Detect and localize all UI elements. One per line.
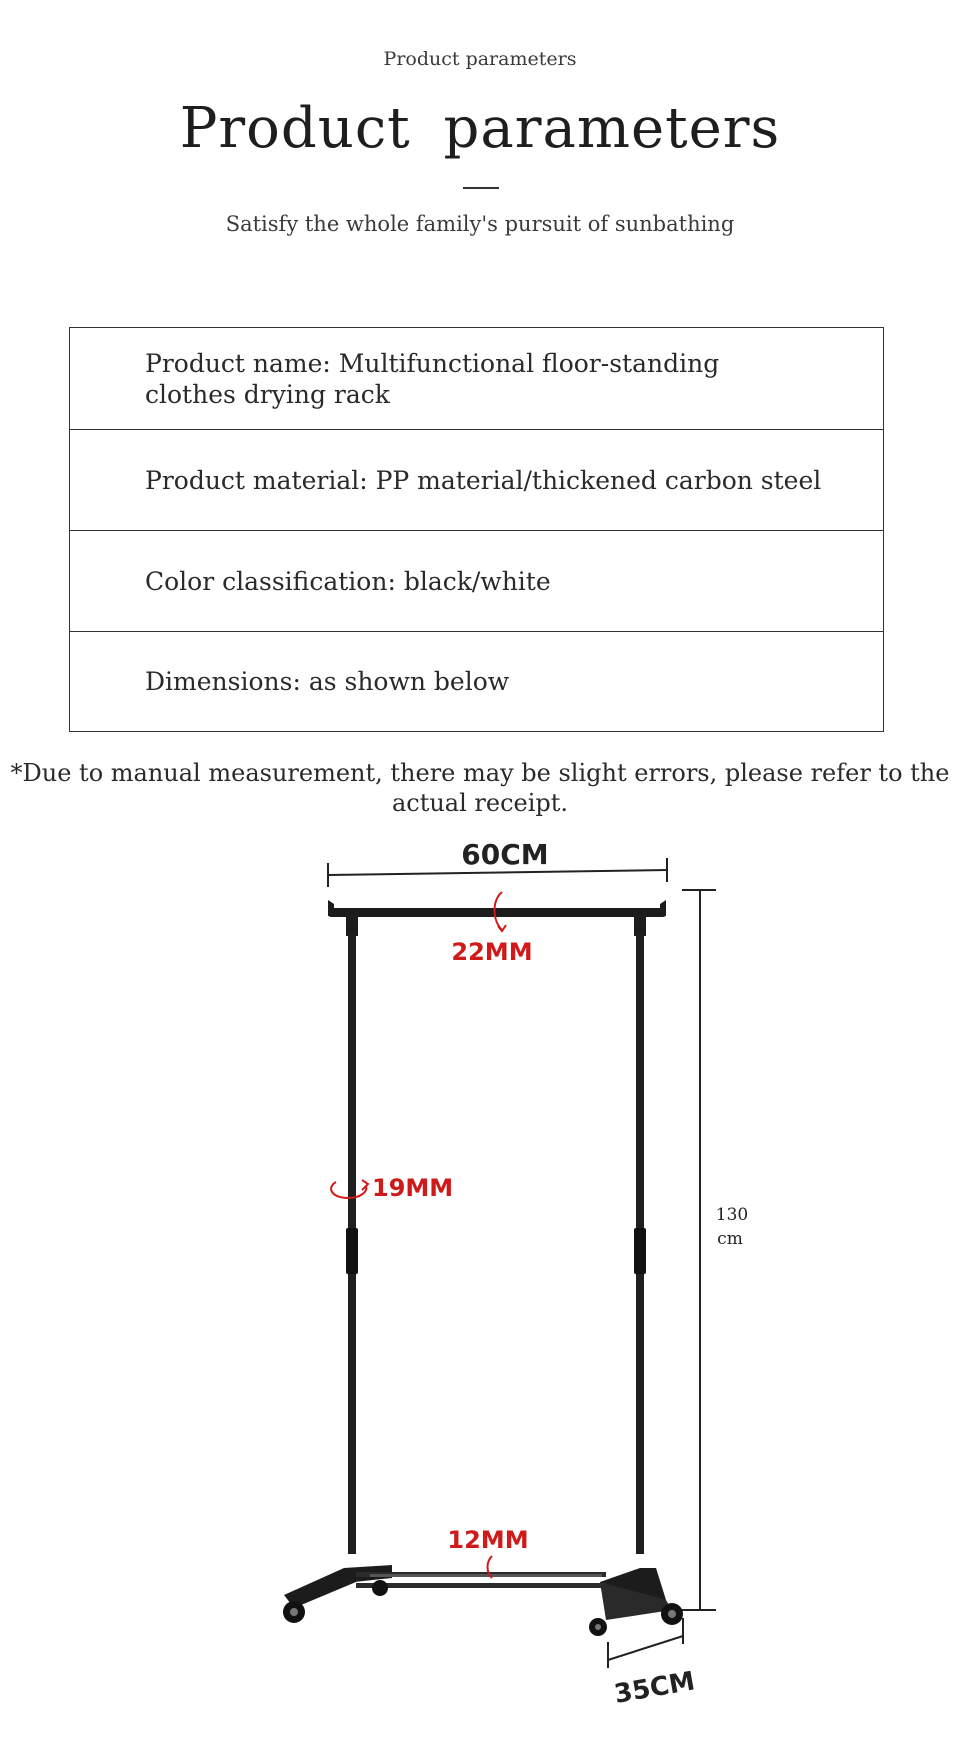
height-dimension-line bbox=[682, 890, 716, 1610]
depth-label: 35CM bbox=[612, 1666, 698, 1710]
top-hanging-bar bbox=[328, 900, 666, 936]
param-dimensions-text: Dimensions: as shown below bbox=[145, 667, 510, 696]
top-tube-label: 22MM bbox=[451, 938, 533, 966]
rack-dimension-diagram bbox=[270, 830, 750, 1710]
param-row-color bbox=[70, 530, 883, 631]
height-unit: cm bbox=[717, 1229, 743, 1249]
page-subtitle: Satisfy the whole family's pursuit of sunbathing bbox=[225, 212, 735, 236]
width-label: 60CM bbox=[461, 838, 549, 871]
title-divider bbox=[463, 187, 499, 189]
parameters-table bbox=[69, 327, 884, 732]
section-kicker: Product parameters bbox=[383, 48, 577, 70]
bottom-tube-label: 12MM bbox=[447, 1526, 529, 1554]
measurement-note: *Due to manual measurement, there may be slight errors, please refer to the actual receipt. bbox=[10, 759, 950, 817]
param-row-name bbox=[70, 328, 883, 429]
page-title: Product parameters bbox=[179, 96, 781, 161]
left-upright-pole bbox=[346, 934, 358, 1554]
param-color-text: Color classification: black/white bbox=[145, 566, 551, 596]
rack-base bbox=[284, 1565, 672, 1620]
param-material-text: Product material: PP material/thickened carbon steel bbox=[145, 465, 822, 495]
param-name-text: Product name: Multifunctional floor-standing clothes drying rack bbox=[145, 348, 720, 409]
height-value: 130 bbox=[715, 1205, 749, 1225]
right-upright-pole bbox=[634, 934, 646, 1554]
pole-label: 19MM bbox=[372, 1174, 454, 1202]
depth-dimension-line bbox=[608, 1618, 683, 1668]
param-row-dimensions bbox=[70, 631, 883, 731]
param-row-material bbox=[70, 429, 883, 530]
